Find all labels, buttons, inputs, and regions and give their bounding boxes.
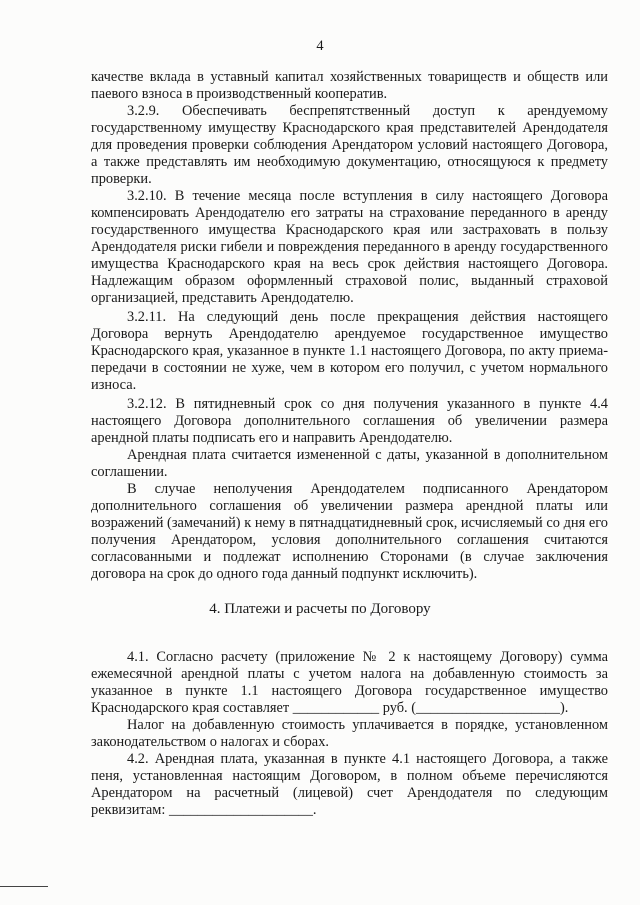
paragraph-3-2-10: 3.2.10. В течение месяца после вступления в силу настоящего Договора компенсировать Арендодателю его затраты на страхование переданного в аренду государственного имущества Краснодарского края или застраховать в пользу Арендодателя риски гибели и повреждения переданного в аренду государственного имущества Краснодарского края на весь срок действия настоящего Договора. Надлежащим образом оформленный страховой полис, выданный страховой организацией, представить Арендодателю. [91,188,608,306]
paragraph-4-1: 4.1. Согласно расчету (приложение № 2 к настоящему Договору) сумма ежемесячной арендной платы с учетом налога на добавленную стоимость за указанное в пункте 1.1 настоящего Договора государственное имущество Краснодарского края составляет ____________ руб. (____________________). [91,649,608,716]
document-body [91,69,608,583]
section-heading-payments: 4. Платежи и расчеты по Договору [209,601,431,617]
paragraph-4-2: 4.2. Арендная плата, указанная в пункте 4.1 настоящего Договора, а также пеня, установленная настоящим Договором, в полном объеме перечисляются Арендатором на расчетный (лицевой) счет Арендодателя по следующим реквизитам: ____________________. [91,751,608,818]
paragraph-3-2-8-continuation: качестве вклада в уставный капитал хозяйственных товариществ и обществ или паевого взноса в производственный кооператив. [91,69,608,102]
paragraph-vat: Налог на добавленную стоимость уплачивается в порядке, установленном законодательством о налогах и сборах. [91,717,608,750]
paragraph-3-2-11: 3.2.11. На следующий день после прекращения действия настоящего Договора вернуть Арендодателю арендуемое государственное имущество Краснодарского края, указанное в пункте 1.1 настоящего Договора, по акту приема-передачи в состоянии не хуже, чем в котором его получил, с учетом нормального износа. [91,309,608,393]
paragraph-rent-change-date: Арендная плата считается измененной с даты, указанной в дополнительном соглашении. [91,447,608,480]
paragraph-non-receipt: В случае неполучения Арендодателем подписанного Арендатором дополнительного соглашения об увеличении размера арендной платы или возражений (замечаний) к нему в пятнадцатидневный срок, исчисляемый со дня его получения Арендатором, условия дополнительного соглашения считаются согласованными и подлежат исполнению Сторонами (в случае заключения договора на срок до одного года данный подпункт исключить). [91,481,608,582]
paragraph-3-2-12: 3.2.12. В пятидневный срок со дня получения указанного в пункте 4.4 настоящего Договора дополнительного соглашения об увеличении размера арендной платы подписать его и направить Арендодателю. [91,396,608,446]
paragraph-3-2-9: 3.2.9. Обеспечивать беспрепятственный доступ к арендуемому государственному имуществу Краснодарского края представителей Арендодателя для проведения проверки соблюдения Арендатором условий настоящего Договора, а также представлять им необходимую документацию, относящуюся к предмету проверки. [91,103,608,187]
footnote-rule [0,886,48,887]
page-number: 4 [316,38,324,54]
section-4-body [91,649,608,819]
